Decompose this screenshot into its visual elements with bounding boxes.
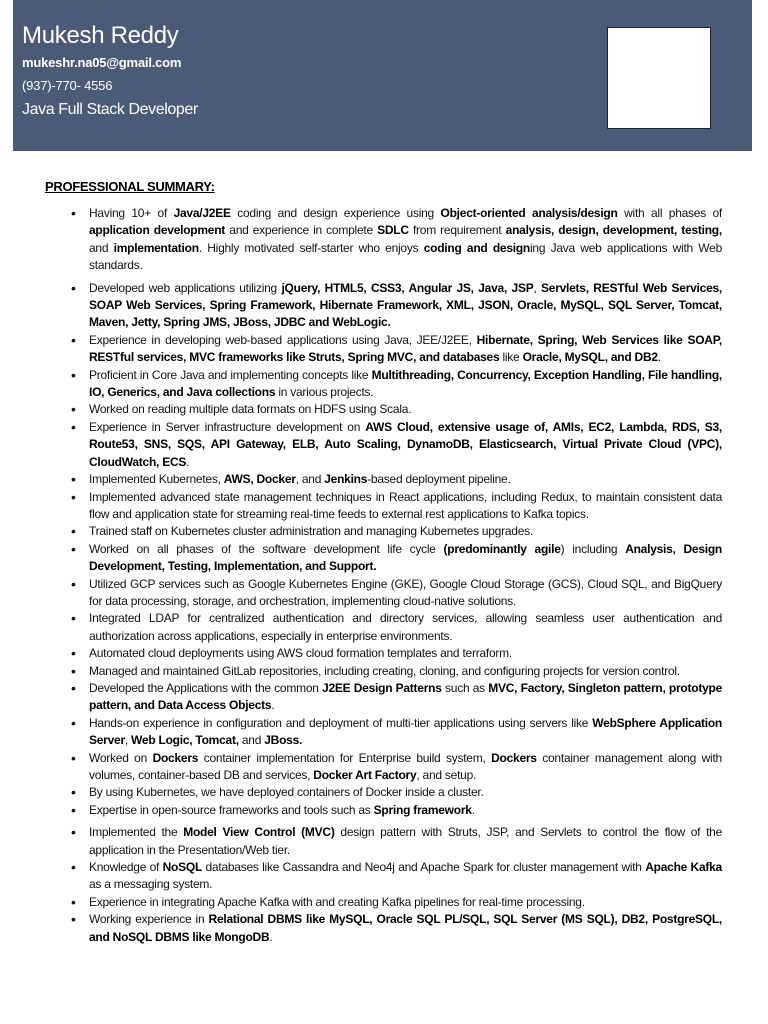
section-title-professional-summary: PROFESSIONAL SUMMARY: [45,179,215,194]
bold-text: Web Logic, Tomcat, [131,733,239,748]
text: -based deployment pipeline. [367,472,511,487]
summary-item [70,489,722,524]
text: Worked on all phases of the software development life cycle [89,541,444,556]
bold-text: Servlets, RESTful Web Services, SOAP Web Services, Spring Framework, Hibernate Framework, XML, JSON, Oracle, MySQL, SQL Server, Tomcat, Maven, Jetty, Spring JMS, JBoss, JDBC and WebLogic. [89,280,722,330]
bold-text: implementation [113,240,199,255]
bold-text: Spring framework [373,802,472,817]
text: in various projects. [275,385,374,400]
text: . [657,350,661,365]
bold-text: Dockers [152,750,199,765]
summary-item [70,471,722,488]
summary-item [70,715,722,750]
summary-item [70,280,722,332]
bold-text: (predominantly agile [443,541,561,556]
text: and experience in complete [225,223,378,238]
bold-text: Relational DBMS like MySQL, Oracle SQL PL/SQL, SQL Server (MS SQL), DB2, PostgreSQL, and NoSQL DBMS like MongoDB [89,912,723,944]
summary-item [70,419,722,471]
summary-item [70,576,722,611]
text: databases like Cassandra and Neo4j and Apache Spark for cluster management with [202,860,646,875]
summary-item [70,610,722,645]
text: Managed and maintained GitLab repositories, including creating, cloning, and configuring projects for version control. [89,663,680,678]
bold-text: coding and design [423,240,530,255]
text: Worked on [89,750,153,765]
text: as a messaging system. [89,877,213,892]
text: Developed the Applications with the common [89,680,323,695]
candidate-phone: (937)-770- 4556 [22,78,113,93]
text: Utilized GCP services such as Google Kubernetes Engine (GKE), Google Cloud Storage (GCS), Cloud SQL, and BigQuery for data processing, storage, and orchestration, implementing cloud-native solutions. [89,576,722,608]
text: like [499,350,523,365]
bold-text: Model View Control (MVC) [183,825,335,840]
bold-text: JBoss. [264,733,303,748]
text: Experience in Server infrastructure development on [89,419,366,434]
text: , [124,733,132,748]
bold-text: Dockers [491,750,537,765]
bold-text: Docker Art Factory [313,768,417,782]
bold-text: WebSphere Application Server [89,715,723,748]
text: Developed web applications utilizing [89,280,282,295]
text: Proficient in Core Java and implementing concepts like [89,367,372,382]
text: and [238,733,265,748]
summary-item [70,784,722,801]
summary-item [70,824,722,859]
bold-text: MVC, Factory, Singleton pattern, prototype pattern, and Data Access Objects [89,680,722,713]
bold-text: Hibernate, Spring, Web Services like SOAP, RESTful services, MVC frameworks like Struts, Spring MVC, and databases [89,332,722,365]
text: Implemented advanced state management techniques in React applications, including Redux, to maintain consistent data flow and application state for streaming real-time feeds to external rest applications to Kafka topics. [89,489,722,521]
photo-placeholder [607,27,711,129]
bold-text: AWS Cloud, extensive usage of, AMIs, EC2, Lambda, RDS, S3, Route53, SNS, SQS, API Gateway, ELB, Auto Scaling, DynamoDB, Elasticsearch, Virtual Private Cloud (VPC), CloudWatch, ECS [89,419,722,469]
summary-item [70,859,722,894]
text: design pattern with Struts, JSP, and Servlets to control the flow of the application in the Presentation/Web tier. [89,825,723,857]
bold-text: Multithreading, Concurrency, Exception Handling, File handling, IO, Generics, and Java collections [89,367,722,400]
text: Having 10+ of [89,206,174,220]
text: . [269,929,273,944]
summary-item [70,541,722,576]
text: coding and design experience using [230,206,441,220]
text: ing Java web applications with Web standards. [89,240,723,273]
text: Trained staff on Kubernetes cluster administration and managing Kubernetes upgrades. [89,524,533,539]
text: . [271,698,275,713]
text: . Highly motivated self-starter who enjoys [198,240,424,255]
text: Experience in developing web-based applications using Java, JEE/J2EE, [89,332,477,347]
text: container management along with volumes, container-based DB and services, [89,750,722,782]
bold-text: analysis, design, development, testing, [505,223,722,238]
bold-text: application development [89,223,226,238]
text: Automated cloud deployments using AWS cloud formation templates and terraform. [89,646,512,661]
bold-text: Java/J2EE [173,206,231,220]
summary-item [70,894,722,911]
text: . [471,802,475,817]
text: , and setup. [416,768,477,782]
summary-item [70,205,722,275]
summary-item [70,750,722,785]
summary-item [70,680,722,715]
summary-item [70,802,722,819]
text: By using Kubernetes, we have deployed containers of Docker inside a cluster. [89,785,484,800]
bold-text: Oracle, MySQL, and DB2 [522,350,658,365]
bold-text: J2EE Design Patterns [322,680,442,695]
text: Experience in integrating Apache Kafka with and creating Kafka pipelines for real-time processing. [89,894,585,909]
text: with all phases of [617,206,723,220]
text: Hands-on experience in configuration and deployment of multi-tier applications using servers like [89,715,593,730]
text: Implemented Kubernetes, [89,472,224,487]
text: Knowledge of [89,860,163,875]
bold-text: AWS, Docker [223,472,296,487]
bold-text: NoSQL [162,860,203,875]
candidate-email: mukeshr.na05@gmail.com [22,55,182,70]
text: Implemented the [89,825,184,840]
text: Working experience in [89,912,209,927]
bold-text: Analysis, Design Development, Testing, Implementation, and Support. [89,541,722,574]
summary-item [70,663,722,680]
summary-item [70,911,722,946]
resume-header [13,0,752,151]
text: Integrated LDAP for centralized authentication and directory services, allowing seamless user authentication and authorization across applications, especially in enterprise environments. [89,611,722,643]
text: , and [295,472,325,487]
summary-item [70,401,722,418]
bold-text: Jenkins [324,472,368,487]
text: Expertise in open-source frameworks and tools such as [89,802,374,817]
summary-item [70,367,722,402]
summary-item [70,523,722,540]
text: ) including [560,541,626,556]
summary-item [70,332,722,367]
summary-item [70,645,722,662]
candidate-name: Mukesh Reddy [22,22,179,49]
text: , [533,280,542,295]
text: and [89,240,114,255]
candidate-role: Java Full Stack Developer [22,101,198,118]
text: container implementation for Enterprise build system, [198,750,492,765]
text: . [186,454,190,469]
text: such as [441,680,489,695]
text: from requirement [408,223,506,238]
bold-text: Object-oriented analysis/design [440,206,618,220]
text: Worked on reading multiple data formats on HDFS using Scala. [89,402,412,417]
summary-list [70,205,722,946]
bold-text: Apache Kafka [645,860,722,875]
bold-text: SDLC [377,223,409,238]
bold-text: jQuery, HTML5, CSS3, Angular JS, Java, JSP [281,280,534,295]
